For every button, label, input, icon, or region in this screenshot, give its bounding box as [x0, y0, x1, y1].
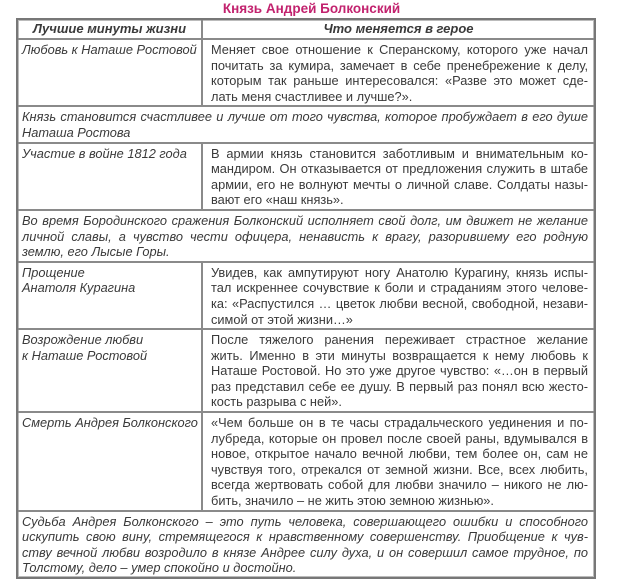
text-line: ка: «Распустился … цветок любви весной, свободной, незави- — [211, 295, 588, 311]
text-line: Анатоля Курагина — [22, 280, 136, 296]
table-header-row — [18, 20, 594, 38]
change-cell — [203, 263, 594, 328]
text-line: искупить свою вину, стремящегося к нравственному совершенству. Приобщение к чув- — [22, 529, 588, 545]
text-line: бить, значило – не жить этою земною жизнью». — [211, 493, 494, 509]
change-cell — [203, 144, 594, 209]
text-line: Увидев, как ампутируют ногу Анатолю Курагину, князь испы- — [211, 264, 588, 280]
text-line: Возрождение любви — [22, 332, 144, 348]
change-cell — [203, 330, 594, 411]
moment-cell — [18, 263, 203, 328]
text-line: Князь становится счастливее и лучше от того чувства, которое пробуждает в его душе — [22, 109, 588, 125]
summary-row — [18, 510, 594, 577]
text-line: землю, его Лысые Горы. — [22, 244, 170, 260]
table-row — [18, 328, 594, 411]
text-line: вают его «наш князь». — [211, 192, 344, 208]
summary-cell — [18, 512, 594, 577]
text-line: жить. Именно в эти минуты возвращается к нему любовь к — [211, 347, 588, 363]
moment-cell — [18, 413, 203, 510]
column-header-best-moments: Лучшие минуты жизни — [18, 20, 203, 38]
text-line: Прощение — [22, 264, 85, 280]
moment-cell — [18, 40, 203, 105]
text-line: Наташе Ростовой. Но это уже другое чувство: «…он в первый — [211, 363, 588, 379]
text-line: После тяжелого ранения переживает страстное желание — [211, 332, 588, 348]
text-line: личной славы, а чувство чести офицера, ненависть к врагу, разорившему его родную — [22, 228, 588, 244]
change-cell — [203, 40, 594, 105]
text-line: к Наташе Ростовой — [22, 347, 148, 363]
text-line: ству вечной любви возродило в князе Андрее силу духа, и он совершил самое трудное, по — [22, 544, 588, 560]
text-line: симой от этой жизни…» — [211, 311, 353, 327]
text-line: которым так раньше интересовался: «Разве это может сде- — [211, 73, 588, 89]
text-line: Судьба Андрея Болконского – это путь человека, совершающего ошибки и способного — [22, 513, 588, 529]
text-line: лать меня счастливее и лучше?». — [211, 88, 413, 104]
table-row — [18, 38, 594, 105]
text-line: Во время Бородинского сражения Болконский исполняет свой долг, им движет не желание — [22, 212, 588, 228]
text-line: новое, открытое начало вечной любви, тем более он, сам не — [211, 446, 588, 462]
moment-cell — [18, 330, 203, 411]
text-line: раз представил себе ее душу. В первый раз понял всю жесто- — [211, 378, 588, 394]
text-line: Любовь к Наташе Ростовой — [22, 42, 197, 57]
table-row — [18, 261, 594, 328]
text-line: Толстому, дело – умер спокойно и достойно. — [22, 560, 297, 576]
text-line: тал искреннее сочувствие к боли и страданиям этого челове- — [211, 280, 588, 296]
text-line: кость разрыва с ней». — [211, 394, 342, 410]
text-line: В армии князь становится заботливым и внимательным ко- — [211, 145, 588, 161]
text-line: всегда жертвовать собой для любви значило – никого не лю- — [211, 477, 588, 493]
document-title: Князь Андрей Болконский — [222, 1, 401, 16]
moment-cell — [18, 144, 203, 209]
text-line: лубреда, которые он провел после своей раны, вдумывался в — [211, 430, 588, 446]
change-cell — [203, 413, 594, 510]
text-line: Наташа Ростова — [22, 124, 131, 140]
text-line: армии, его не волнуют мечты о личной славе. Солдаты назы- — [211, 176, 588, 192]
summary-cell — [18, 211, 594, 261]
table-row — [18, 411, 594, 510]
text-line: почитать за кумира, замечает в себе пренебрежение к делу, — [211, 57, 588, 73]
text-line: Участие в войне 1812 года — [22, 145, 187, 161]
text-line: мандиром. Он отказывается от предложения служить в штабе — [211, 161, 588, 177]
summary-row — [18, 209, 594, 261]
text-line: Меняет свое отношение к Сперанскому, которого уже начал — [211, 42, 588, 57]
text-line: Смерть Андрея Болконского — [22, 415, 198, 431]
column-header-changes: Что меняется в герое — [323, 21, 474, 36]
bolkonsky-table — [16, 18, 596, 579]
table-row — [18, 142, 594, 209]
summary-cell — [18, 107, 594, 141]
text-line: чувствуя того, отрекался от земной жизни. Все, всех любить, — [211, 461, 588, 477]
text-line: «Чем больше он в те часы страдальческого уединения и по- — [211, 415, 588, 431]
summary-row — [18, 105, 594, 141]
